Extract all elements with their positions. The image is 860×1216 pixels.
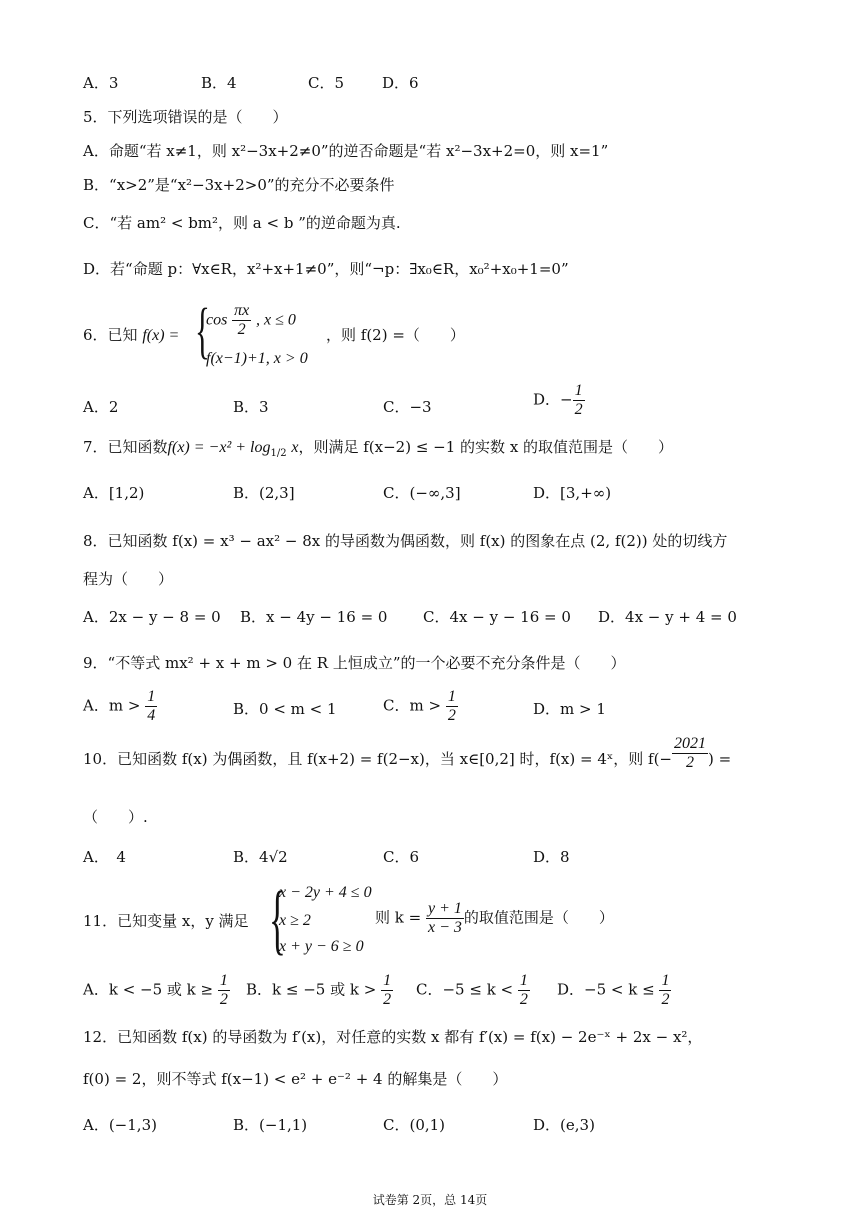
q8-stem-line1: 8．已知函数 f(x) = x³ − ax² − 8x 的导函数为偶函数，则 f(x) 的图象在点 (2, f(2)) 处的切线方	[83, 532, 728, 550]
page-footer: 试卷第 2页，总 14页	[372, 1193, 488, 1207]
q9-option-d: D．m > 1	[533, 700, 606, 718]
q4-option-c: C．5	[308, 74, 345, 92]
q6-lead: 6．已知 f(x) =	[83, 326, 180, 344]
q8-option-b: B．x − 4y − 16 = 0	[240, 608, 388, 626]
q12-option-b: B．(−1,1)	[233, 1116, 308, 1134]
q9-option-b: B．0 < m < 1	[233, 700, 337, 718]
q5-option-a: A．命题“若 x≠1，则 x²−3x+2≠0”的逆否命题是“若 x²−3x+2=0，则 x=1”	[83, 142, 609, 160]
q11-option-c: C．−5 ≤ k < $\frac{1}{2}$	[416, 972, 528, 1008]
q12-stem-line1: 12．已知函数 f(x) 的导函数为 f′(x)，对任意的实数 x 都有 f′(x) = f(x) − 2e⁻ˣ + 2x − x²，	[83, 1028, 703, 1046]
q11-lead: 11．已知变量 x，y 满足	[83, 912, 249, 930]
q5-option-b: B．“x>2”是“x²−3x+2>0”的充分不必要条件	[83, 176, 395, 194]
q4-option-b: B．4	[201, 74, 237, 92]
q11-constraint-3: x + y − 6 ≥ 0	[279, 938, 364, 955]
q10-stem-line2: （ ）.	[83, 808, 148, 826]
q10-stem-line1: 10．已知函数 f(x) 为偶函数，且 f(x+2) = f(2−x)，当 x∈[0,2] 时，f(x) = 4ˣ，则 f(− $\frac{2021}{2}$ ) =	[83, 734, 732, 771]
q4-option-d: D．6	[382, 74, 419, 92]
q6-case2: f(x−1)+1, x > 0	[206, 350, 308, 367]
q7-option-a: A．[1,2)	[83, 484, 145, 502]
q11-k-expression: 则 k = $\frac{y + 1}{x - 3}$ 的取值范围是（ ）	[375, 900, 614, 936]
q6-option-a: A．2	[83, 398, 119, 416]
q6-case1: cos $\frac{\pi x}{2}$ , x ≤ 0	[206, 302, 296, 338]
q7-option-d: D．[3,+∞)	[533, 484, 612, 502]
q7-option-c: C．(−∞,3]	[383, 484, 461, 502]
q11-option-b: B．k ≤ −5 或 k > $\frac{1}{2}$	[246, 972, 392, 1008]
q12-stem-line2: f(0) = 2，则不等式 f(x−1) < e² + e⁻² + 4 的解集是（ ）	[83, 1070, 508, 1088]
q10-option-d: D．8	[533, 848, 570, 866]
q4-option-a: A．3	[83, 74, 119, 92]
q11-option-d: D．−5 < k ≤ $\frac{1}{2}$	[557, 972, 670, 1008]
q8-stem-line2: 程为（ ）	[83, 570, 174, 588]
q9-stem: 9．“不等式 mx² + x + m > 0 在 R 上恒成立”的一个必要不充分条件是（ ）	[83, 654, 626, 672]
q6-brace: {	[195, 297, 210, 365]
q10-option-a: A． 4	[83, 848, 126, 866]
q12-option-d: D．(e,3)	[533, 1116, 595, 1134]
q10-option-c: C．6	[383, 848, 420, 866]
q12-option-c: C．(0,1)	[383, 1116, 446, 1134]
q11-constraint-2: x ≥ 2	[279, 912, 311, 929]
q6-tail: ，则 f(2) =（ ）	[326, 326, 465, 344]
q12-option-a: A．(−1,3)	[83, 1116, 157, 1134]
q5-option-c: C．“若 am² < bm²，则 a < b ”的逆命题为真.	[83, 214, 401, 232]
q8-option-c: C．4x − y − 16 = 0	[423, 608, 571, 626]
q9-option-a: A．m > $\frac{1}{4}$	[83, 688, 156, 724]
q11-constraint-1: x − 2y + 4 ≤ 0	[279, 884, 372, 901]
q9-option-c: C．m > $\frac{1}{2}$	[383, 688, 456, 724]
q6-option-d: D．− $\frac{1}{2}$	[533, 382, 583, 418]
q7-stem: 7．已知函数$f(x) = -x^2 + \log_{1/2} x$，则满足 f(x−2) ≤ −1 的实数 x 的取值范围是（ ）	[83, 438, 674, 459]
q8-option-d: D．4x − y + 4 = 0	[598, 608, 737, 626]
q11-option-a: A．k < −5 或 k ≥ $\frac{1}{2}$	[83, 972, 228, 1008]
q5-option-d: D．若“命题 p：∀x∈R，x²+x+1≠0”，则“¬p：∃x₀∈R，x₀²+x₀+1=0”	[83, 260, 569, 278]
q10-option-b: B．4√2	[233, 848, 288, 866]
q8-option-a: A．2x − y − 8 = 0	[83, 608, 221, 626]
q5-stem: 5．下列选项错误的是（ ）	[83, 108, 288, 126]
q6-option-c: C．−3	[383, 398, 432, 416]
q6-option-b: B．3	[233, 398, 269, 416]
q11-brace: {	[269, 875, 286, 962]
q7-option-b: B．(2,3]	[233, 484, 295, 502]
